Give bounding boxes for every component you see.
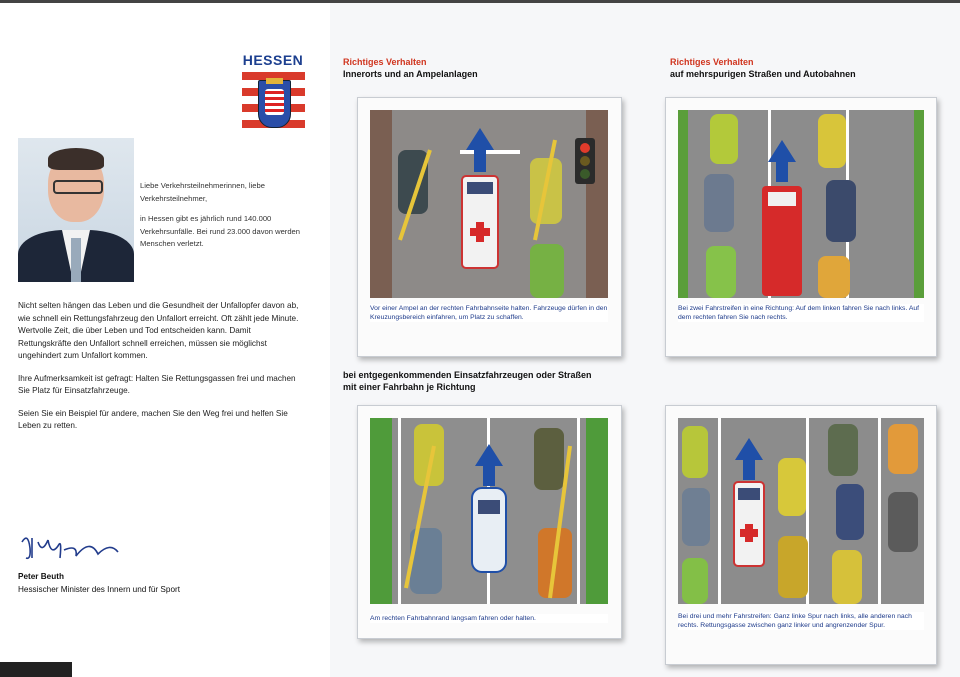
coat-of-arms-icon (258, 80, 291, 128)
section-3-heading (343, 369, 593, 393)
multilane-road-illustration (678, 110, 924, 298)
caption-three-lanes: Bei drei und mehr Fahrstreifen: Ganz linke Spur nach links, alle anderen nach rechts. Rettungsgasse zwischen ganz linker und angrenzender Spur. (678, 612, 924, 630)
paragraph-3: Seien Sie ein Beispiel für andere, machen Sie den Weg frei und helfen Sie Leben zu retten. (18, 408, 288, 430)
image-size-tag (0, 662, 72, 677)
signer-block (18, 570, 318, 596)
section-1-heading (343, 56, 633, 80)
greeting-text: Liebe Verkehrsteilnehmerinnen, liebe Verkehrsteilnehmer, (140, 181, 265, 203)
section-2-heading (670, 56, 950, 80)
signer-name: Peter Beuth (18, 572, 64, 581)
illustration-card-three-lanes (665, 405, 937, 665)
illustration-card-multilane (665, 97, 937, 357)
section-1-subtitle: Innerorts und an Ampelanlagen (343, 69, 478, 79)
letter-greeting (140, 180, 306, 259)
illustration-card-oncoming (357, 405, 622, 639)
section-2-label: Richtiges Verhalten (670, 57, 754, 67)
three-lane-road-illustration (678, 418, 924, 604)
handwritten-signature (18, 528, 128, 568)
city-intersection-illustration (370, 110, 608, 298)
two-way-road-illustration (370, 418, 608, 604)
minister-portrait (18, 138, 134, 282)
caption-city: Vor einer Ampel an der rechten Fahrbahnseite halten. Fahrzeuge dürfen in den Kreuzungsbereich einfahren, um Platz zu schaffen. (370, 305, 608, 321)
section-3-subtitle: bei entgegenkommenden Einsatzfahrzeugen oder Straßen mit einer Fahrbahn je Richtung (343, 370, 592, 392)
caption-multilane: Bei zwei Fahrstreifen in eine Richtung: Auf dem linken fahren Sie nach links. Auf dem rechten fahren Sie nach rechts. (678, 304, 924, 322)
letter-body (18, 300, 304, 443)
intro-text: in Hessen gibt es jährlich rund 140.000 Verkehrsunfälle. Bei rund 23.000 davon werden Menschen verletzt. (140, 214, 300, 248)
section-2-subtitle: auf mehrspurigen Straßen und Autobahnen (670, 69, 856, 79)
hessen-flag-icon (242, 72, 305, 136)
paragraph-2: Ihre Aufmerksamkeit ist gefragt: Halten Sie Rettungsgassen frei und machen Sie Platz für Einsatzfahrzeuge. (18, 373, 296, 395)
illustration-card-city (357, 97, 622, 357)
caption-oncoming: Am rechten Fahrbahnrand langsam fahren oder halten. (370, 614, 608, 623)
signer-title: Hessischer Minister des Innern und für Sport (18, 585, 181, 594)
state-title: HESSEN (242, 52, 304, 68)
paragraph-1: Nicht selten hängen das Leben und die Gesundheit der Unfallopfer davon ab, wie schnell ein Rettungsfahrzeug den Unfallort erreicht. Oft zählt jede Minute. Wertvolle Zeit, die über Leben und Tod entscheiden kann. Damit Rettungskräfte den Unfallort schnell erreichen, müssen sie möglichst ungehindert zum Unfallort kommen. (18, 301, 299, 360)
section-1-label: Richtiges Verhalten (343, 57, 427, 67)
